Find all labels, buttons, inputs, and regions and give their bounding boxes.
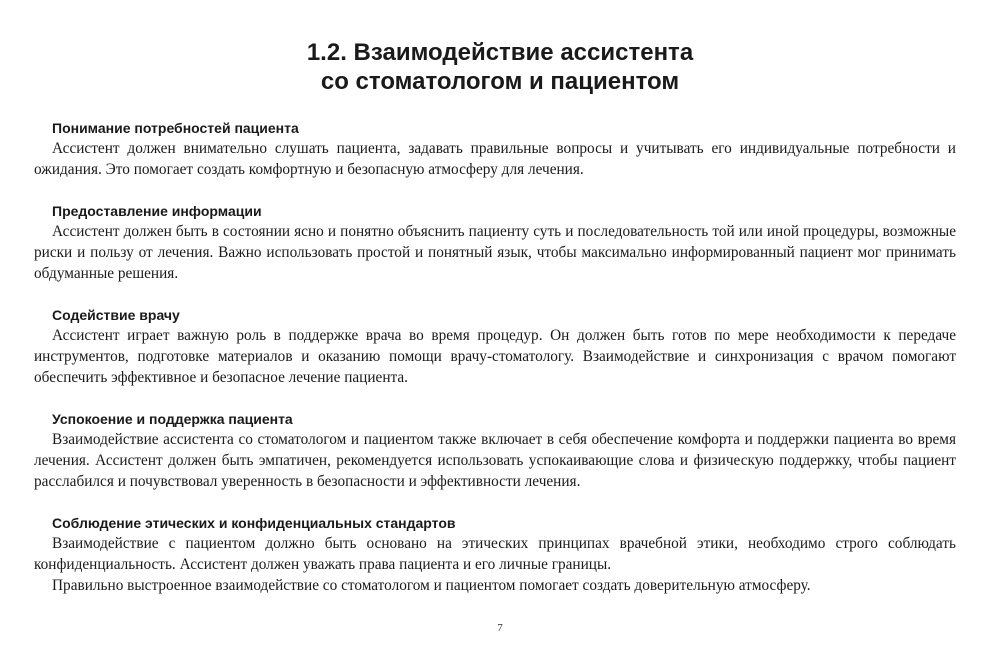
page-number: 7 bbox=[497, 622, 503, 634]
document-body bbox=[34, 118, 956, 617]
section-heading: Понимание потребностей пациента bbox=[52, 120, 299, 136]
page-title-line-2: со стоматологом и пациентом bbox=[320, 68, 680, 95]
section-paragraph: Ассистент играет важную роль в поддержке врача во время процедур. Он должен быть готов по мере необходимости к передаче инструментов, подготовке материалов и оказанию помощи врачу-стоматологу. Взаимодействие и синхронизация с врачом помогают обеспечить эффективное и безопасное лечение пациента. bbox=[34, 327, 956, 386]
section-heading: Содействие врачу bbox=[52, 307, 180, 323]
section-paragraph: Ассистент должен быть в состоянии ясно и понятно объяснить пациенту суть и последовательность той или иной процедуры, возможные риски и пользу от лечения. Важно использовать простой и понятный язык, чтобы максимально информированный пациент мог принимать обдуманные решения. bbox=[34, 223, 956, 282]
section-heading: Успокоение и поддержка пациента bbox=[52, 411, 293, 427]
section-ethics-confidentiality bbox=[34, 513, 956, 596]
page-title bbox=[0, 38, 1000, 96]
section-providing-information bbox=[34, 201, 956, 284]
page-title-line-1: 1.2. Взаимодействие ассистента bbox=[306, 39, 694, 66]
section-heading: Предоставление информации bbox=[52, 203, 262, 219]
section-paragraph: Взаимодействие ассистента со стоматологом и пациентом также включает в себя обеспечение комфорта и поддержки пациента во время лечения. Ассистент должен быть эмпатичен, рекомендуется использовать успокаивающие слова и физическую поддержку, чтобы пациент расслабился и почувствовал уверенность в безопасности и эффективности лечения. bbox=[34, 431, 956, 490]
section-patient-support bbox=[34, 409, 956, 492]
section-paragraph: Взаимодействие с пациентом должно быть основано на этических принципах врачебной этики, необходимо строго соблюдать конфиденциальность. Ассистент должен уважать права пациента и его личные границы. bbox=[34, 535, 956, 573]
closing-paragraph: Правильно выстроенное взаимодействие со стоматологом и пациентом помогает создать доверительную атмосферу. bbox=[52, 577, 811, 594]
section-paragraph: Ассистент должен внимательно слушать пациента, задавать правильные вопросы и учитывать его индивидуальные потребности и ожидания. Это помогает создать комфортную и безопасную атмосферу для лечения. bbox=[34, 140, 956, 178]
section-patient-needs bbox=[34, 118, 956, 180]
section-heading: Соблюдение этических и конфиденциальных стандартов bbox=[52, 515, 456, 531]
section-assisting-doctor bbox=[34, 305, 956, 388]
